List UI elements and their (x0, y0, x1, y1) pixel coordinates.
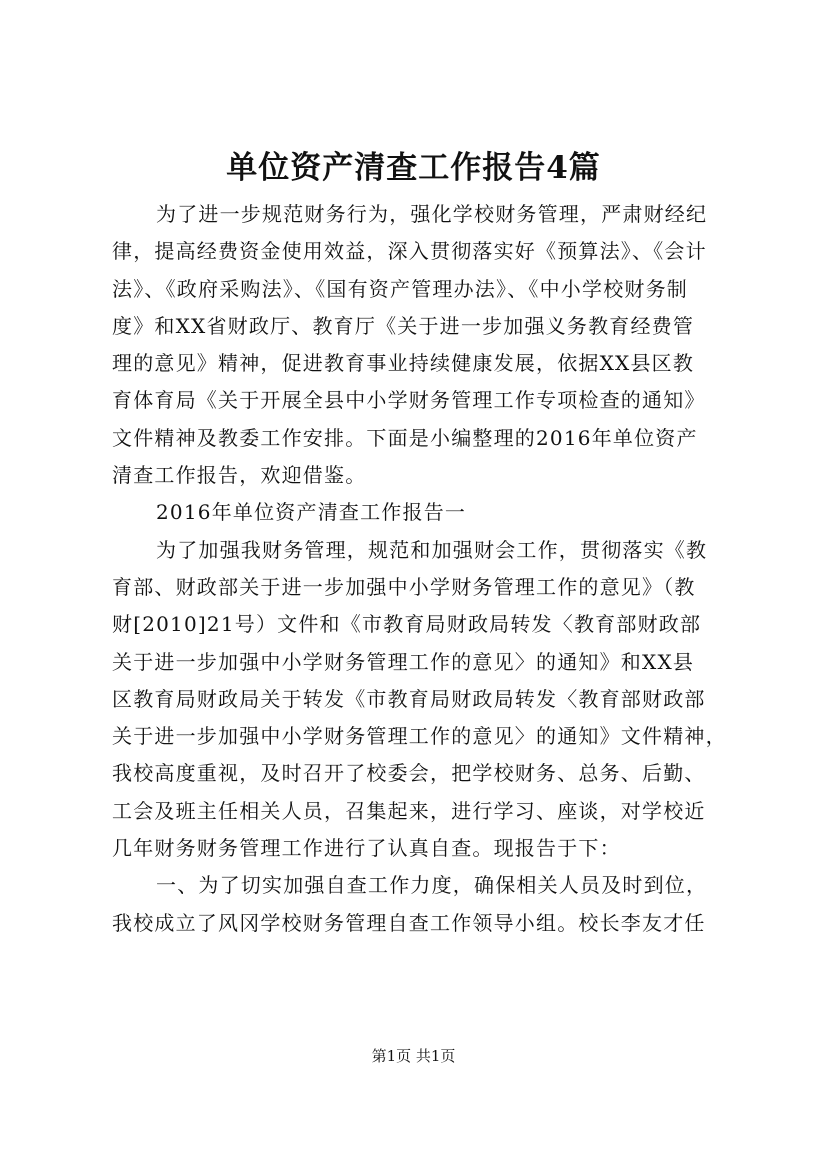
paragraph-line: 育部、财政部关于进一步加强中小学财务管理工作的意见》（教 (112, 574, 696, 599)
document-title: 单位资产清查工作报告4篇 (226, 150, 601, 186)
section-heading: 2016年单位资产清查工作报告一 (156, 500, 467, 525)
paragraph-line: 律，提高经费资金使用效益，深入贯彻落实好《预算法》、《会计 (112, 239, 707, 264)
paragraph-line: 度》和XX省财政厅、教育厅《关于进一步加强义务教育经费管 (112, 313, 695, 338)
paragraph-line: 理的意见》精神，促进教育事业持续健康发展，依据XX县区教 (112, 351, 695, 376)
document-body (112, 196, 727, 942)
paragraph-line: 我校成立了风冈学校财务管理自查工作领导小组。校长李友才任 (112, 910, 706, 935)
paragraph-line: 文件精神及教委工作安排。下面是小编整理的2016年单位资产 (112, 425, 698, 450)
paragraph-line: 为了进一步规范财务行为，强化学校财务管理，严肃财经纪 (156, 202, 708, 226)
paragraph-line: 法》、《政府采购法》、《国有资产管理办法》、《中小学校财务制 (112, 276, 688, 301)
paragraph-line: 关于进一步加强中小学财务管理工作的意见〉的通知》文件精神， (112, 724, 727, 749)
paragraph-line: 一、为了切实加强自查工作力度，确保相关人员及时到位， (156, 873, 708, 898)
paragraph-line: 几年财务财务管理工作进行了认真自查。现报告于下： (112, 836, 621, 861)
paragraph-line: 关于进一步加强中小学财务管理工作的意见〉的通知》和XX县 (112, 649, 695, 674)
paragraph-line: 财[2010]21号）文件和《市教育局财政局转发〈教育部财政部 (112, 612, 702, 637)
paragraph-line: 我校高度重视，及时召开了校委会，把学校财务、总务、后勤、 (112, 761, 706, 786)
paragraph-line: 为了加强我财务管理，规范和加强财会工作，贯彻落实《教 (156, 537, 708, 562)
page-footer: 第1页 共1页 (371, 1047, 456, 1065)
paragraph-line: 工会及班主任相关人员，召集起来，进行学习、座谈，对学校近 (112, 798, 706, 823)
paragraph-line: 育体育局《关于开展全县中小学财务管理工作专项检查的通知》 (112, 388, 706, 413)
paragraph-line: 清查工作报告，欢迎借鉴。 (112, 463, 367, 488)
paragraph-line: 区教育局财政局关于转发《市教育局财政局转发〈教育部财政部 (112, 686, 706, 711)
